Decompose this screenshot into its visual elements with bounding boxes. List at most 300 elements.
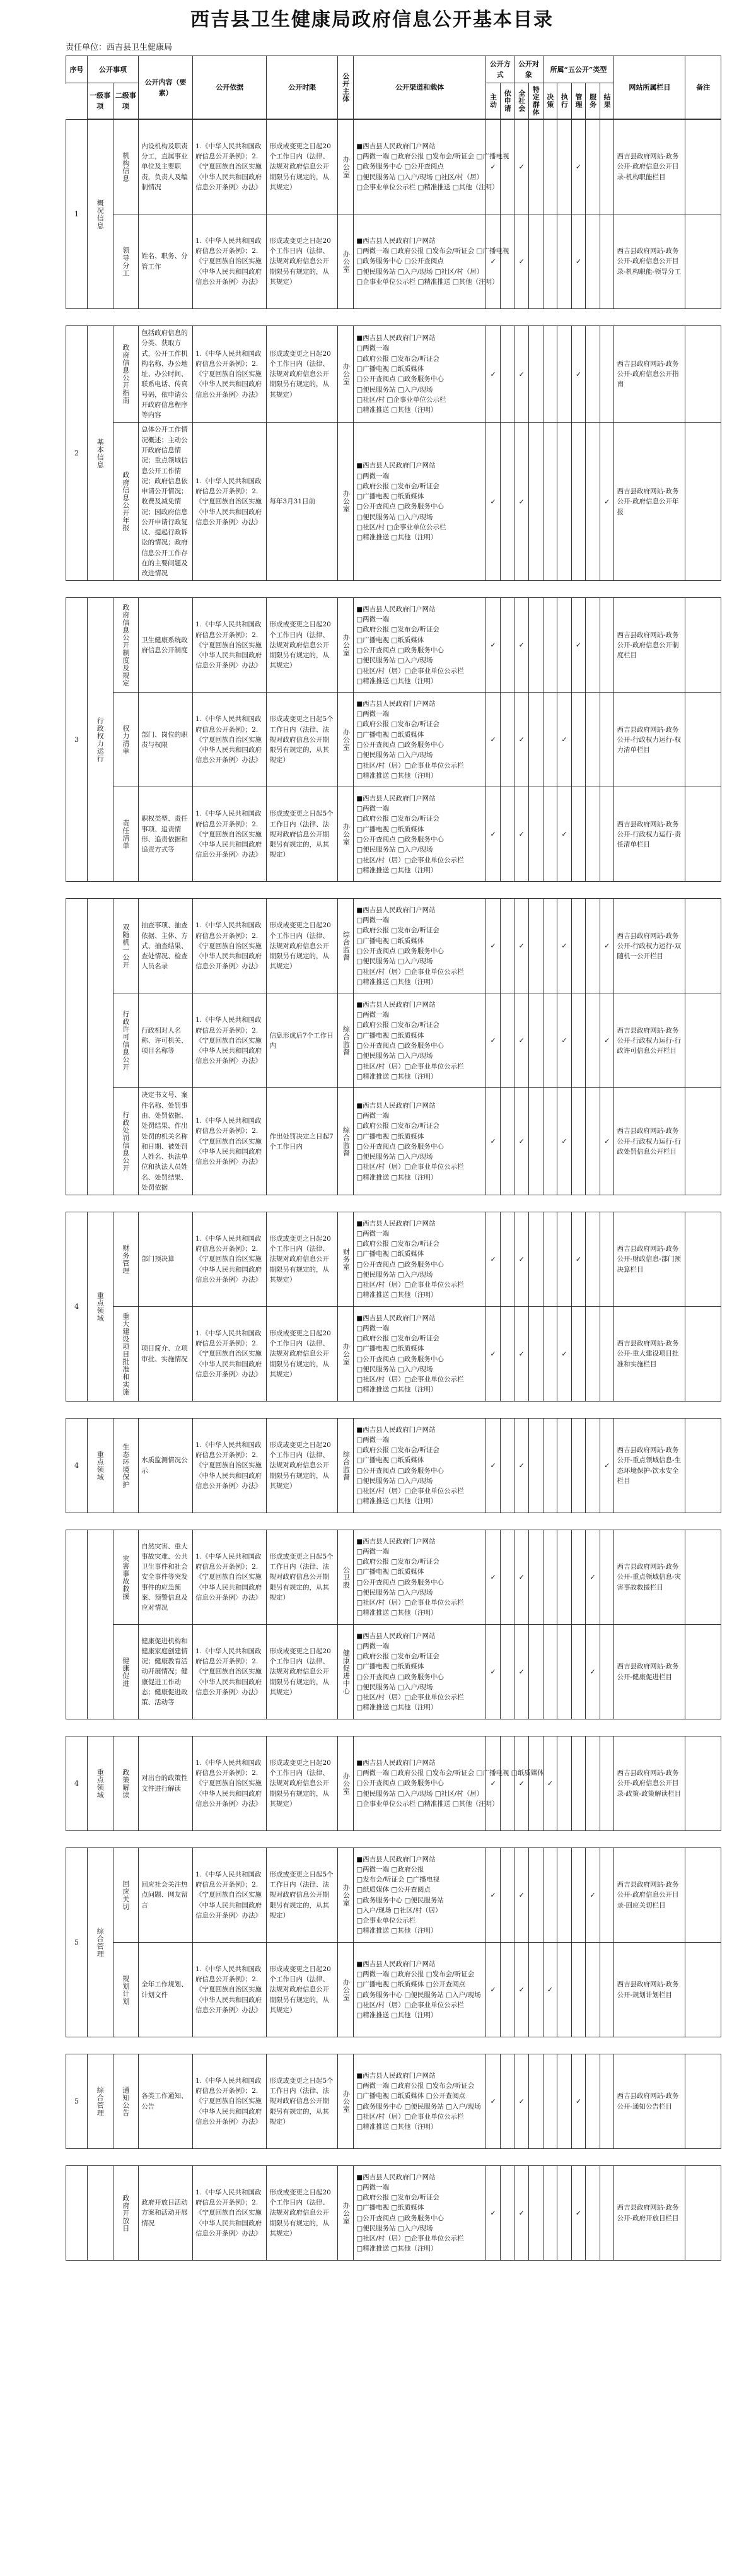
row-channel (354, 2054, 486, 2149)
header-scope-all: 全社会 (514, 83, 529, 119)
channel-option: ■西吉县人民政府门户网站 (356, 1537, 436, 1545)
row-column: 西吉县政府网站-政务公开-行政权力运行-行政处罚信息公开栏目 (614, 1088, 685, 1195)
channel-option: □社区/村（居）□企事业单位公示栏 (356, 968, 464, 976)
channel-option: □社区/村（居）□企事业单位公示栏 (356, 761, 464, 770)
row-content: 职权类型、责任事项、追责情形、追责依据和追责方式等 (139, 787, 193, 882)
check-icon: ✓ (490, 735, 496, 744)
catalog-blocks (66, 119, 721, 2261)
table-row (66, 1307, 721, 1402)
channel-option: □发布会/听证会 □广播电视 (356, 1876, 439, 1884)
row-subject: 办公室 (338, 598, 354, 693)
row-mark (586, 214, 600, 309)
row-mark (529, 1212, 543, 1307)
check-icon: ✓ (518, 2097, 525, 2106)
row-time: 形成或变更之日起20个工作日内（法律、法规对政府信息公开期限另有规定的，从其规定） (267, 1212, 338, 1307)
channel-option: □便民服务站 □入户/现场 (356, 1052, 433, 1060)
channel-option: □便民服务站 □入户/现场 (356, 846, 433, 854)
check-icon: ✓ (490, 1573, 496, 1582)
row-channel (354, 787, 486, 882)
channel-option: □精准推送 □其他（注明） (356, 1386, 438, 1394)
row-mark (486, 1212, 501, 1307)
channel-option: □政府公报 □发布会/听证会 (356, 354, 439, 363)
row-seq: 4 (66, 1419, 88, 1513)
row-mark (500, 1212, 514, 1307)
channel-option: □公开查阅点 □政务服务中心 (356, 1467, 444, 1475)
channel-option: □社区/村（居）□企事业单位公示栏 (356, 2001, 464, 2009)
row-level2: 责任清单 (113, 787, 139, 882)
row-mark (557, 2054, 572, 2149)
row-mark (557, 787, 572, 882)
row-mark (586, 899, 600, 993)
row-level2: 政府信息公开年报 (113, 423, 139, 581)
row-level1: 重点领域 (87, 1736, 113, 1831)
row-content: 姓名、职务、分管工作 (139, 214, 193, 309)
channel-option: □便民服务站 □入户/现场 (356, 657, 433, 665)
row-time: 形成或变更之日起20个工作日内（法律、法规对政府信息公开期限另有规定的，从其规定） (267, 120, 338, 214)
row-remark (685, 423, 721, 581)
row-time: 形成或变更之日起20个工作日内（法律、法规对政府信息公开期限另有规定的，从其规定） (267, 2166, 338, 2261)
row-mark (500, 1625, 514, 1719)
header-basis: 公开依据 (192, 56, 266, 119)
row-seq: 3 (66, 598, 88, 882)
channel-option: □广播电视 □纸质媒体 □公开查阅点 (356, 2092, 466, 2100)
row-mark (500, 1848, 514, 1943)
row-mark (600, 326, 614, 423)
check-icon: ✓ (518, 830, 525, 839)
row-mark (586, 2166, 600, 2261)
row-content: 回应社会关注热点问题、网友留言 (139, 1848, 193, 1943)
row-channel (354, 1736, 544, 1831)
channel-option: □便民服务站 □入户/现场 (356, 957, 433, 966)
row-mark (557, 423, 572, 581)
row-subject: 健康促进中心 (338, 1625, 354, 1719)
row-time: 每年3月31日前 (267, 423, 338, 581)
row-mark (514, 1419, 529, 1513)
row-time: 信息形成后7个工作日内 (267, 993, 338, 1088)
catalog-block (66, 2054, 721, 2149)
check-icon: ✓ (518, 1036, 525, 1045)
row-content: 各类工作通知、公告 (139, 2054, 193, 2149)
row-mark (557, 1736, 572, 1831)
row-mark (543, 1307, 557, 1402)
channel-option: □便民服务站 □入户/现场 (356, 1153, 433, 1161)
channel-option: □两微一端 □政府公报 □发布会/听证会 □广播电视 (356, 153, 509, 161)
channel-option: □公开查阅点 □政务服务中心 (356, 2214, 444, 2222)
row-mark (571, 1088, 586, 1195)
block-gap (66, 1831, 721, 1847)
header-five-service: 服务 (586, 83, 600, 119)
row-mark (557, 1943, 572, 2037)
header-five-execution: 执行 (557, 83, 572, 119)
check-icon: ✓ (490, 1461, 496, 1470)
channel-option: □两微一端 (356, 1547, 390, 1555)
channel-option: ■西吉县人民政府门户网站 (356, 1855, 436, 1863)
channel-option: □社区/村 □企事业单位公示栏 (356, 524, 446, 531)
channel-option: □两微一端 (356, 1229, 390, 1238)
row-channel (354, 1212, 486, 1307)
check-icon: ✓ (561, 1350, 567, 1359)
row-level1: 概况信息 (87, 120, 113, 309)
row-level2: 规划计划 (113, 1943, 139, 2037)
channel-option: □便民服务站 □入户/现场 (356, 1477, 433, 1485)
row-remark (685, 899, 721, 993)
table-row (66, 2166, 721, 2261)
row-mark (586, 2054, 600, 2149)
catalog-block (66, 325, 721, 581)
row-mark (557, 1088, 572, 1195)
channel-option: □精准推送 □其他（注明） (356, 771, 438, 780)
check-icon: ✓ (518, 257, 525, 266)
row-column: 西吉县政府网站-政务公开-政府信息公开目录-政策-政策解读栏目 (614, 1736, 685, 1831)
row-mark (486, 1848, 501, 1943)
check-icon: ✓ (518, 1255, 525, 1264)
row-column: 西吉县政府网站-政务公开-重点领域信息-生态环境保护-饮水安全栏目 (614, 1419, 685, 1513)
row-mark (586, 1307, 600, 1402)
row-mark (514, 2166, 529, 2261)
row-level2: 行政许可信息公开 (113, 993, 139, 1088)
row-mark (557, 214, 572, 309)
header-channel: 公开渠道和载体 (354, 56, 486, 119)
channel-option: □精准推送 □其他（注明） (356, 866, 438, 874)
row-level2: 通知公告 (113, 2054, 139, 2149)
row-column: 西吉县政府网站-政务公开-重大建设项目批准和实施栏目 (614, 1307, 685, 1402)
row-content: 内设机构及职责分工，直属事业单位及主要职责，负责人及编制情况 (139, 120, 193, 214)
check-icon: ✓ (490, 641, 496, 650)
check-icon: ✓ (490, 1350, 496, 1359)
row-mark (500, 1419, 514, 1513)
row-remark (685, 787, 721, 882)
check-icon: ✓ (590, 1891, 596, 1900)
header-five-management: 管理 (571, 83, 586, 119)
row-remark (685, 1943, 721, 2037)
channel-option: ■西吉县人民政府门户网站 (356, 1314, 436, 1322)
row-mark (514, 1736, 529, 1831)
channel-option: ■西吉县人民政府门户网站 (356, 2071, 436, 2080)
check-icon: ✓ (490, 1255, 496, 1264)
row-mark (500, 693, 514, 787)
check-icon: ✓ (490, 1986, 496, 1994)
table-row (66, 326, 721, 423)
check-icon: ✓ (575, 257, 582, 266)
row-mark (529, 1736, 543, 1831)
channel-option: □精准推送 □其他（注明） (356, 1609, 438, 1617)
row-subject: 办公室 (338, 1848, 354, 1943)
row-mark (529, 2166, 543, 2261)
row-mark (514, 326, 529, 423)
table-row (66, 1736, 721, 1831)
row-basis: 1.《中华人民共和国政府信息公开条例》；2.《宁夏回族自治区实施〈中华人民共和国政府信息公开条例〉办法》 (193, 598, 267, 693)
row-mark (500, 1736, 514, 1831)
row-mark (571, 1848, 586, 1943)
row-mark (543, 993, 557, 1088)
row-mark (600, 214, 614, 309)
channel-option: □政务服务中心 □便民服务站 (356, 1896, 444, 1904)
channel-option: □社区/村（居）□企事业单位公示栏 (356, 2235, 464, 2243)
channel-option: □两微一端 (356, 2183, 390, 2191)
row-subject: 办公室 (338, 423, 354, 581)
row-level1 (87, 899, 113, 1195)
row-mark (571, 1212, 586, 1307)
row-mark (600, 1307, 614, 1402)
channel-option: □精准推送 □其他（注明） (356, 2245, 438, 2253)
channel-option: □广播电视 □纸质媒体 (356, 1250, 424, 1258)
row-level2: 重大建设项目批准和实施 (113, 1307, 139, 1402)
channel-option: □广播电视 □纸质媒体 (356, 2204, 424, 2212)
row-column: 西吉县政府网站-政务公开-规划计划栏目 (614, 1943, 685, 2037)
row-content: 行政相对人名称、许可机关、项目名称等 (139, 993, 193, 1088)
row-mark (600, 423, 614, 581)
row-mark (543, 2166, 557, 2261)
row-mark (557, 1212, 572, 1307)
channel-option: □便民服务站 □入户/现场 (356, 385, 433, 394)
row-mark (586, 1419, 600, 1513)
row-mark (529, 1625, 543, 1719)
check-icon: ✓ (547, 1779, 553, 1788)
row-time: 作出处罚决定之日起7个工作日内 (267, 1088, 338, 1195)
row-subject: 综合监督 (338, 993, 354, 1088)
row-remark (685, 214, 721, 309)
row-mark (514, 693, 529, 787)
row-content: 总体公开工作情况概述；主动公开政府信息情况；重点领域信息公开工作情况；政府信息依申请公开情况；收费及减免情况；因政府信息公开申请行政复议、提起行政诉讼的情况；政府信息公开工作存在的主要问题及改进情况 (139, 423, 193, 581)
channel-option: □社区/村（居）□企事业单位公示栏 (356, 2112, 464, 2121)
header-time: 公开时限 (267, 56, 338, 119)
channel-option: ■西吉县人民政府门户网站 (356, 142, 436, 150)
table-row (66, 1848, 721, 1943)
block-gap (66, 309, 721, 325)
row-mark (486, 598, 501, 693)
channel-option: □社区/村 □企事业单位公示栏 (356, 395, 446, 404)
row-channel (354, 598, 486, 693)
row-level2: 权力清单 (113, 693, 139, 787)
row-column: 西吉县政府网站-政务公开-政府开放日栏目 (614, 2166, 685, 2261)
channel-option: □社区/村（居）□企事业单位公示栏 (356, 1281, 464, 1289)
row-mark (529, 1530, 543, 1625)
row-remark (685, 1530, 721, 1625)
row-remark (685, 326, 721, 423)
row-level1 (87, 1530, 113, 1719)
row-mark (514, 214, 529, 309)
channel-option: □广播电视 □纸质媒体 (356, 1663, 424, 1671)
row-column: 西吉县政府网站-政务公开-政府信息公开制度栏目 (614, 598, 685, 693)
row-column: 西吉县政府网站-政务公开-行政权力运行-权力清单栏目 (614, 693, 685, 787)
row-time: 形成或变更之日起20个工作日内（法律、法规对政府信息公开期限另有规定的，从其规定） (267, 1736, 338, 1831)
row-channel (354, 1307, 486, 1402)
row-basis: 1.《中华人民共和国政府信息公开条例》；2.《宁夏回族自治区实施〈中华人民共和国政府信息公开条例〉办法》 (193, 1736, 267, 1831)
row-subject: 办公室 (338, 787, 354, 882)
channel-option: □两微一端 (356, 1324, 390, 1332)
channel-option: □社区/村（居）□企事业单位公示栏 (356, 1694, 464, 1702)
channel-option: □公开查阅点 □政务服务中心 (356, 835, 444, 843)
channel-option: □便民服务站 □入户/现场 (356, 1588, 433, 1596)
channel-option: □广播电视 □纸质媒体 □公开查阅点 (356, 1981, 466, 1989)
catalog-block (66, 597, 721, 882)
row-content: 政府开放日活动方案和活动开展情况 (139, 2166, 193, 2261)
row-mark (514, 899, 529, 993)
channel-option: □广播电视 □纸质媒体 (356, 937, 424, 945)
row-mark (500, 214, 514, 309)
table-row (66, 120, 721, 214)
row-mark (571, 993, 586, 1088)
table-row (66, 787, 721, 882)
row-mark (514, 120, 529, 214)
channel-option: ■西吉县人民政府门户网站 (356, 334, 436, 342)
channel-option: □社区/村（居）□企事业单位公示栏 (356, 1599, 464, 1607)
row-subject: 综合监督 (338, 1088, 354, 1195)
row-mark (571, 1530, 586, 1625)
channel-option: ■西吉县人民政府门户网站 (356, 906, 436, 914)
channel-option: □便民服务站 □入户/现场 □社区/村（居） (356, 267, 484, 276)
row-remark (685, 993, 721, 1088)
row-mark (514, 1212, 529, 1307)
table-row (66, 1530, 721, 1625)
row-column: 西吉县政府网站-政务公开-通知公告栏目 (614, 2054, 685, 2149)
row-mark (500, 2054, 514, 2149)
table-row (66, 1943, 721, 2037)
row-basis: 1.《中华人民共和国政府信息公开条例》；2.《宁夏回族自治区实施〈中华人民共和国政府信息公开条例〉办法》 (193, 1943, 267, 2037)
channel-option: □广播电视 □纸质媒体 (356, 730, 424, 739)
row-mark (543, 120, 557, 214)
row-basis: 1.《中华人民共和国政府信息公开条例》；2.《宁夏回族自治区实施〈中华人民共和国政府信息公开条例〉办法》 (193, 993, 267, 1088)
row-mark (600, 1943, 614, 2037)
row-seq: 2 (66, 326, 88, 581)
row-mark (600, 598, 614, 693)
row-channel (354, 693, 486, 787)
row-content: 对出台的政策性文件进行解读 (139, 1736, 193, 1831)
row-channel (354, 1848, 486, 1943)
header-method-active: 主动 (486, 83, 501, 119)
header-item: 公开事项 (87, 56, 138, 83)
channel-option: □公开查阅点 □政务服务中心 (356, 1041, 444, 1050)
row-mark (600, 120, 614, 214)
block-gap (66, 1402, 721, 1418)
header-subject: 公开主体 (338, 56, 354, 119)
row-mark (600, 1530, 614, 1625)
channel-option: □广播电视 □纸质媒体 (356, 1568, 424, 1576)
row-mark (557, 1307, 572, 1402)
row-mark (586, 423, 600, 581)
channel-option: □公开查阅点 □政务服务中心 (356, 1779, 444, 1788)
header-five: 所属“五公开”类型 (543, 56, 614, 83)
channel-option: □便民服务站 □入户/现场 (356, 1683, 433, 1691)
channel-option: □精准推送 □其他（注明） (356, 2011, 438, 2020)
block-gap (66, 882, 721, 898)
channel-option: □企事业单位公示栏 □精准推送 □其他（注明） (356, 278, 499, 286)
check-icon: ✓ (490, 370, 496, 378)
row-mark (557, 1848, 572, 1943)
catalog-block (66, 119, 721, 309)
channel-option: □政府公报 □发布会/听证会 (356, 1021, 439, 1029)
row-mark (529, 1848, 543, 1943)
channel-option: □政务服务中心 □便民服务站 □入户/现场 (356, 1991, 481, 1999)
row-mark (571, 693, 586, 787)
row-time: 形成或变更之日起20个工作日内（法律、法规对政府信息公开期限另有规定的，从其规定） (267, 899, 338, 993)
row-mark (529, 2054, 543, 2149)
check-icon: ✓ (518, 1137, 525, 1146)
channel-option: □政府公报 □发布会/听证会 (356, 1446, 439, 1455)
channel-option: □政务服务中心 □公开查阅点 (356, 257, 444, 266)
channel-option: □政府公报 □发布会/听证会 (356, 626, 439, 634)
row-content: 自然灾害、重大事故灾难、公共卫生事件和社会安全事件等突发事件的应急预案、预警信息及应对情况 (139, 1530, 193, 1625)
row-basis: 1.《中华人民共和国政府信息公开条例》；2.《宁夏回族自治区实施〈中华人民共和国政府信息公开条例〉办法》 (193, 1212, 267, 1307)
row-mark (529, 214, 543, 309)
row-basis: 1.《中华人民共和国政府信息公开条例》；2.《宁夏回族自治区实施〈中华人民共和国政府信息公开条例〉办法》 (193, 899, 267, 993)
row-level1: 重点领域 (87, 1419, 113, 1513)
channel-option: ■西吉县人民政府门户网站 (356, 1759, 436, 1767)
header-five-result: 结果 (600, 83, 614, 119)
row-remark (685, 1307, 721, 1402)
check-icon: ✓ (604, 1137, 610, 1146)
row-subject: 综合监督 (338, 1419, 354, 1513)
row-mark (514, 598, 529, 693)
channel-option: □精准推送 □其他（注明） (356, 677, 438, 685)
row-mark (543, 1943, 557, 2037)
channel-option: □社区/村（居）□企事业单位公示栏 (356, 667, 464, 675)
check-icon: ✓ (490, 1891, 496, 1900)
catalog-block (66, 1212, 721, 1402)
row-mark (486, 423, 501, 581)
row-remark (685, 1848, 721, 1943)
catalog-block (66, 1847, 721, 2037)
row-channel (354, 2166, 486, 2261)
channel-option: ■西吉县人民政府门户网站 (356, 237, 436, 245)
channel-option: ■西吉县人民政府门户网站 (356, 605, 436, 613)
check-icon: ✓ (518, 1668, 525, 1677)
row-basis: 1.《中华人民共和国政府信息公开条例》；2.《宁夏回族自治区实施〈中华人民共和国政府信息公开条例〉办法》 (193, 326, 267, 423)
check-icon: ✓ (490, 2097, 496, 2106)
row-mark (600, 1419, 614, 1513)
row-mark (529, 326, 543, 423)
catalog-table-container (66, 56, 721, 2261)
channel-option: ■西吉县人民政府门户网站 (356, 1426, 436, 1434)
channel-option: □两微一端 (356, 344, 390, 353)
row-mark (514, 2054, 529, 2149)
check-icon: ✓ (518, 1350, 525, 1359)
row-mark (529, 993, 543, 1088)
row-mark (486, 2166, 501, 2261)
row-content: 水质监测情况公示 (139, 1419, 193, 1513)
row-mark (500, 1307, 514, 1402)
row-mark (500, 2166, 514, 2261)
channel-option: □精准推送 □其他（注明） (356, 1072, 438, 1080)
channel-option: □政府公报 □发布会/听证会 (356, 927, 439, 935)
row-time: 形成或变更之日起20个工作日内（法律、法规对政府信息公开期限另有规定的，从其规定） (267, 1625, 338, 1719)
row-level1: 基本信息 (87, 326, 113, 581)
row-mark (500, 1088, 514, 1195)
table-row (66, 899, 721, 993)
row-time: 形成或变更之日起20个工作日内（法律、法规对政府信息公开期限另有规定的，从其规定） (267, 1419, 338, 1513)
row-subject: 办公室 (338, 120, 354, 214)
row-mark (586, 787, 600, 882)
header-method: 公开方式 (486, 56, 514, 83)
channel-option: ■西吉县人民政府门户网站 (356, 794, 436, 802)
row-content: 部门预决算 (139, 1212, 193, 1307)
channel-option: □公开查阅点 □政务服务中心 (356, 947, 444, 955)
channel-option: □广播电视 □纸质媒体 (356, 365, 424, 373)
row-mark (586, 1943, 600, 2037)
row-seq: 5 (66, 2054, 88, 2149)
check-icon: ✓ (561, 1036, 567, 1045)
row-channel (354, 120, 509, 214)
check-icon: ✓ (575, 2209, 582, 2218)
channel-option: □精准推送 □其他（注明） (356, 1173, 438, 1181)
check-icon: ✓ (561, 942, 567, 951)
row-level2: 机构信息 (113, 120, 139, 214)
row-channel (354, 1530, 486, 1625)
check-icon: ✓ (575, 163, 582, 172)
row-mark (514, 1625, 529, 1719)
table-row (66, 993, 721, 1088)
catalog-header-table (66, 56, 721, 119)
